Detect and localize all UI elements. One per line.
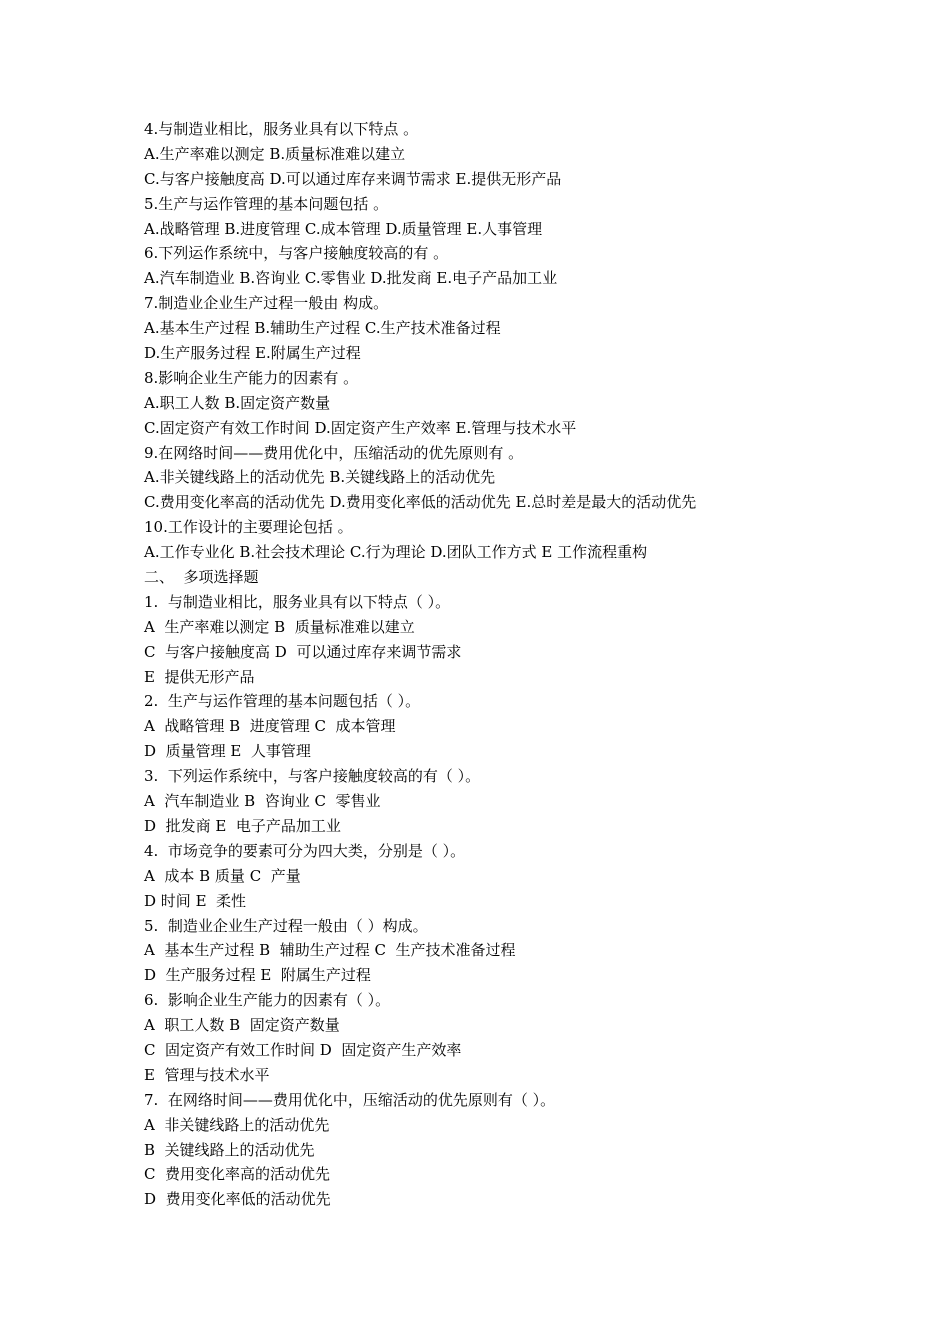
question-8-options-1: A.职工人数 B.固定资产数量 <box>144 393 331 412</box>
mc-question-7-option-d: D 费用变化率低的活动优先 <box>144 1190 331 1209</box>
mc-question-2-options-2: D 质量管理 E 人事管理 <box>144 742 311 761</box>
mc-question-5-stem: 5. 制造业企业生产过程一般由（ ）构成。 <box>144 916 428 935</box>
mc-question-6-options-3: E 管理与技术水平 <box>144 1065 270 1084</box>
question-4-options-1: A.生产率难以测定 B.质量标准难以建立 <box>144 144 406 163</box>
mc-question-1-stem: 1. 与制造业相比，服务业具有以下特点（ ）。 <box>144 592 451 611</box>
mc-question-1-options-2: C 与客户接触度高 D 可以通过库存来调节需求 <box>144 642 462 661</box>
question-8-options-2: C.固定资产有效工作时间 D.固定资产生产效率 E.管理与技术水平 <box>144 418 577 437</box>
mc-question-7-option-b: B 关键线路上的活动优先 <box>144 1140 315 1159</box>
mc-question-2-options-1: A 战略管理 B 进度管理 C 成本管理 <box>144 717 396 736</box>
mc-question-4-options-2: D 时间 E 柔性 <box>144 891 247 910</box>
mc-question-1-options-3: E 提供无形产品 <box>144 667 255 686</box>
question-9-options-2: C.费用变化率高的活动优先 D.费用变化率低的活动优先 E.总时差是最大的活动优先 <box>144 493 697 512</box>
question-7-stem: 7.制造业企业生产过程一般由 构成。 <box>144 294 389 313</box>
mc-question-2-stem: 2. 生产与运作管理的基本问题包括（ ）。 <box>144 692 421 711</box>
question-7-options-2: D.生产服务过程 E.附属生产过程 <box>144 344 361 363</box>
question-10-options: A.工作专业化 B.社会技术理论 C.行为理论 D.团队工作方式 E 工作流程重构 <box>144 543 648 562</box>
question-9-options-1: A.非关键线路上的活动优先 B.关键线路上的活动优先 <box>144 468 496 487</box>
question-6-stem: 6.下列运作系统中，与客户接触度较高的有 。 <box>144 244 449 263</box>
mc-question-7-option-c: C 费用变化率高的活动优先 <box>144 1165 331 1184</box>
question-6-options: A.汽车制造业 B.咨询业 C.零售业 D.批发商 E.电子产品加工业 <box>144 269 558 288</box>
question-5-stem: 5.生产与运作管理的基本问题包括 。 <box>144 194 389 213</box>
mc-question-3-options-1: A 汽车制造业 B 咨询业 C 零售业 <box>144 792 381 811</box>
mc-question-3-options-2: D 批发商 E 电子产品加工业 <box>144 816 341 835</box>
mc-question-7-option-a: A 非关键线路上的活动优先 <box>144 1115 330 1134</box>
question-7-options-1: A.基本生产过程 B.辅助生产过程 C.生产技术准备过程 <box>144 319 501 338</box>
document-body <box>144 117 824 1212</box>
question-9-stem: 9.在网络时间——费用优化中，压缩活动的优先原则有 。 <box>144 443 524 462</box>
question-10-stem: 10.工作设计的主要理论包括 。 <box>144 518 353 537</box>
question-8-stem: 8.影响企业生产能力的因素有 。 <box>144 368 359 387</box>
mc-question-5-options-2: D 生产服务过程 E 附属生产过程 <box>144 966 371 985</box>
mc-question-6-stem: 6. 影响企业生产能力的因素有（ ）。 <box>144 991 391 1010</box>
mc-question-4-stem: 4. 市场竞争的要素可分为四大类，分别是（ ）。 <box>144 841 466 860</box>
mc-question-4-options-1: A 成本 B 质量 C 产量 <box>144 866 301 885</box>
mc-question-7-stem: 7. 在网络时间——费用优化中，压缩活动的优先原则有（ ）。 <box>144 1090 556 1109</box>
section-heading: 二、 多项选择题 <box>144 568 259 587</box>
mc-question-6-options-1: A 职工人数 B 固定资产数量 <box>144 1016 340 1035</box>
question-4-options-2: C.与客户接触度高 D.可以通过库存来调节需求 E.提供无形产品 <box>144 169 562 188</box>
mc-question-1-options-1: A 生产率难以测定 B 质量标准难以建立 <box>144 617 415 636</box>
mc-question-3-stem: 3. 下列运作系统中，与客户接触度较高的有（ ）。 <box>144 767 481 786</box>
mc-question-5-options-1: A 基本生产过程 B 辅助生产过程 C 生产技术准备过程 <box>144 941 516 960</box>
question-5-options: A.战略管理 B.进度管理 C.成本管理 D.质量管理 E.人事管理 <box>144 219 543 238</box>
mc-question-6-options-2: C 固定资产有效工作时间 D 固定资产生产效率 <box>144 1040 462 1059</box>
question-4-stem: 4.与制造业相比，服务业具有以下特点 。 <box>144 120 419 138</box>
